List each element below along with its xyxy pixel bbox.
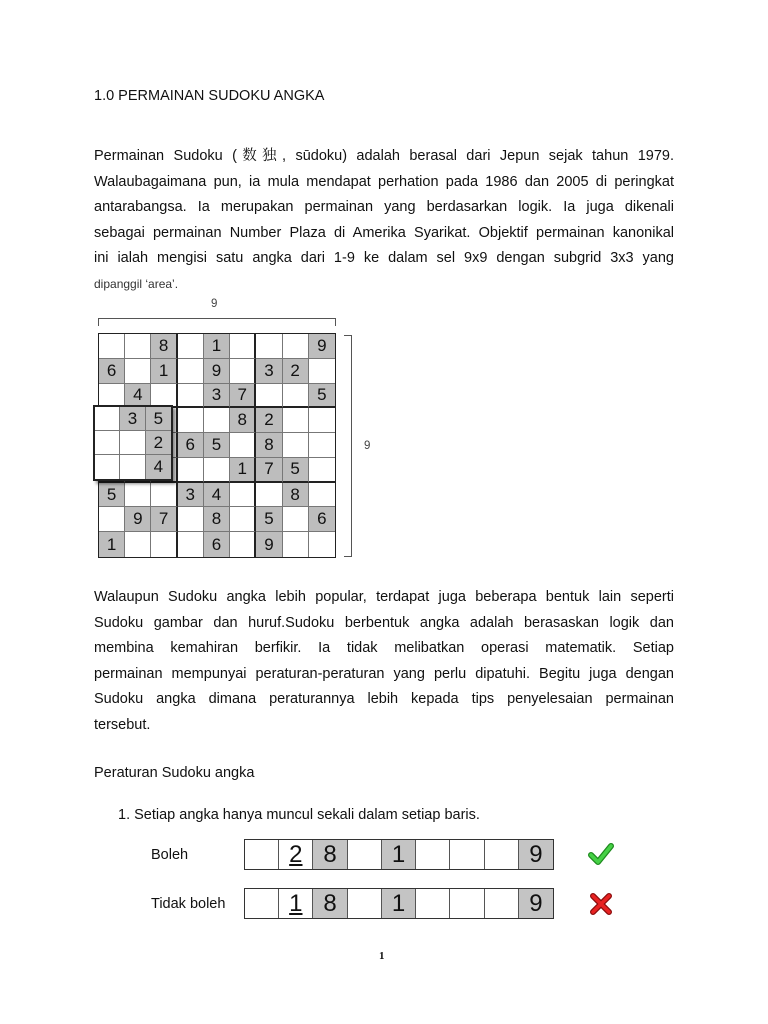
example-cell: [416, 889, 450, 918]
sudoku-cell: [283, 408, 309, 433]
sudoku-cell: 7: [256, 458, 282, 483]
example-cell: [519, 840, 553, 869]
sudoku-cell: 4: [125, 384, 151, 409]
example-cell-value: 1: [289, 889, 303, 917]
example-cell: [348, 840, 382, 869]
sudoku-cell: 9: [309, 334, 335, 359]
para2-line: membina kemahiran berfikir. Ia tidak melibatkan operasi matematik. Setiap: [94, 640, 674, 656]
example-cell: [382, 889, 416, 918]
sudoku-cell: 6: [99, 359, 125, 384]
width-label: 9: [211, 298, 218, 310]
example-cell: [485, 889, 519, 918]
sudoku-cell: 5: [204, 433, 230, 458]
rules-title: Peraturan Sudoku angka: [94, 765, 255, 781]
sudoku-cell: 8: [283, 483, 309, 508]
popout-cell: [95, 407, 120, 431]
sudoku-cell: [309, 532, 335, 557]
intro-line: sebagai permainan Number Plaza di Amerika Syarikat. Objektif permainan kanonikal: [94, 224, 674, 241]
sudoku-cell: [178, 384, 204, 409]
intro-line: antarabangsa. Ia merupakan permainan yang berdasarkan logik. Ia juga dikenali: [94, 199, 674, 215]
sudoku-cell: [283, 532, 309, 557]
example-cell: [313, 840, 347, 869]
sudoku-cell: [230, 483, 256, 508]
sudoku-cell: 5: [256, 507, 282, 532]
sudoku-cell: [309, 483, 335, 508]
sudoku-cell: 8: [151, 334, 177, 359]
example-cell-value: 9: [529, 889, 543, 917]
sudoku-cell: [256, 384, 282, 409]
sudoku-cell: 6: [178, 433, 204, 458]
para2-line: Sudoku angka dimana peraturannya lebih kepada tips penyelesaian permainan: [94, 691, 674, 707]
sudoku-cell: [256, 334, 282, 359]
para2-line: Sudoku gambar dan huruf.Sudoku berbentuk angka adalah berasaskan logik dan: [94, 614, 674, 631]
sudoku-cell: [178, 359, 204, 384]
para2-line: Walaupun Sudoku angka lebih popular, terdapat juga beberapa bentuk lain seperti: [94, 589, 674, 605]
sudoku-cell: 4: [204, 483, 230, 508]
subgrid-popout: [93, 405, 173, 481]
sudoku-cell: [178, 458, 204, 483]
example-cell-value: 1: [391, 889, 406, 917]
example-cell-value: 2: [289, 840, 303, 868]
sudoku-cell: [283, 384, 309, 409]
intro-line: dipanggil ‘area’.: [94, 276, 179, 291]
example-label-not-allowed: Tidak boleh: [151, 896, 226, 912]
sudoku-cell: 8: [204, 507, 230, 532]
intro-paragraph: [94, 144, 674, 297]
check-icon: [588, 841, 614, 867]
example-cell: [245, 840, 279, 869]
sudoku-cell: 1: [99, 532, 125, 557]
sudoku-cell: [309, 359, 335, 384]
sudoku-cell: [283, 334, 309, 359]
sudoku-cell: [204, 408, 230, 433]
example-cell-value: 1: [391, 840, 406, 868]
sudoku-cell: 1: [230, 458, 256, 483]
sudoku-cell: 5: [309, 384, 335, 409]
sudoku-cell: [256, 483, 282, 508]
sudoku-cell: 7: [151, 507, 177, 532]
sudoku-cell: 2: [283, 359, 309, 384]
sudoku-cell: [230, 433, 256, 458]
sudoku-cell: [309, 433, 335, 458]
popout-cell: [95, 431, 120, 455]
example-cell: [279, 889, 313, 918]
example-cell: [450, 889, 484, 918]
sudoku-cell: [309, 458, 335, 483]
example-label-allowed: Boleh: [151, 847, 189, 863]
sudoku-cell: [125, 359, 151, 384]
page-number: 1: [379, 950, 385, 962]
sudoku-cell: 9: [204, 359, 230, 384]
sudoku-cell: 9: [125, 507, 151, 532]
example-cell: [279, 840, 313, 869]
sudoku-cell: [178, 507, 204, 532]
popout-cell: 2: [146, 431, 171, 455]
sudoku-cell: 5: [283, 458, 309, 483]
intro-line: Walaubagaimana pun, ia mula mendapat perhation pada 1986 dan 2005 di peringkat: [94, 173, 674, 190]
sudoku-cell: [230, 532, 256, 557]
sudoku-cell: [125, 483, 151, 508]
example-cell: [382, 840, 416, 869]
sudoku-cell: [230, 359, 256, 384]
sudoku-cell: 9: [256, 532, 282, 557]
sudoku-cell: 3: [178, 483, 204, 508]
sudoku-cell: [99, 334, 125, 359]
rule-item-1: 1. Setiap angka hanya muncul sekali dalam setiap baris.: [118, 807, 480, 823]
example-row-not-allowed: [244, 888, 554, 919]
sudoku-cell: [125, 334, 151, 359]
sudoku-cell: 2: [256, 408, 282, 433]
height-label: 9: [364, 440, 371, 452]
height-bracket: [344, 335, 352, 557]
popout-cell: 4: [146, 455, 171, 479]
sudoku-cell: 6: [204, 532, 230, 557]
sudoku-cell: [230, 507, 256, 532]
popout-cell: [120, 455, 145, 479]
sudoku-cell: [151, 483, 177, 508]
intro-line: ini ialah mengisi satu angka dari 1-9 ke dalam sel 9x9 dengan subgrid 3x3 yang: [94, 250, 674, 266]
second-paragraph: [94, 585, 674, 738]
sudoku-cell: 8: [256, 433, 282, 458]
sudoku-cell: [283, 433, 309, 458]
intro-line: Permainan Sudoku (数独, sūdoku) adalah berasal dari Jepun sejak tahun 1979.: [94, 148, 674, 164]
sudoku-cell: [99, 507, 125, 532]
example-cell-value: 9: [529, 840, 543, 868]
popout-cell: [120, 431, 145, 455]
popout-cell: 5: [146, 407, 171, 431]
width-bracket: [98, 318, 336, 326]
para2-line: permainan mempunyai peraturan-peraturan yang perlu dipatuhi. Begitu juga dengan: [94, 665, 674, 682]
para2-line: tersebut.: [94, 716, 151, 733]
sudoku-cell: [125, 532, 151, 557]
example-cell-value: 8: [323, 889, 337, 917]
sudoku-cell: [178, 408, 204, 433]
sudoku-cell: [230, 334, 256, 359]
sudoku-cell: [151, 532, 177, 557]
sudoku-cell: [309, 408, 335, 433]
example-cell: [313, 889, 347, 918]
popout-cell: 3: [120, 407, 145, 431]
example-cell-value: 8: [323, 840, 337, 868]
example-cell: [245, 889, 279, 918]
sudoku-cell: 6: [309, 507, 335, 532]
sudoku-cell: 3: [204, 384, 230, 409]
example-cell: [416, 840, 450, 869]
sudoku-cell: [178, 532, 204, 557]
example-cell: [485, 840, 519, 869]
sudoku-cell: 3: [256, 359, 282, 384]
example-row-allowed: [244, 839, 554, 870]
sudoku-cell: 1: [151, 359, 177, 384]
example-cell: [348, 889, 382, 918]
sudoku-cell: [283, 507, 309, 532]
sudoku-cell: [178, 334, 204, 359]
sudoku-cell: 7: [230, 384, 256, 409]
sudoku-cell: [204, 458, 230, 483]
example-cell: [450, 840, 484, 869]
example-cell: [519, 889, 553, 918]
sudoku-cell: 8: [230, 408, 256, 433]
sudoku-cell: 1: [204, 334, 230, 359]
popout-cell: [95, 455, 120, 479]
section-heading: 1.0 PERMAINAN SUDOKU ANGKA: [94, 88, 325, 104]
cross-icon: [588, 891, 614, 917]
sudoku-cell: 5: [99, 483, 125, 508]
